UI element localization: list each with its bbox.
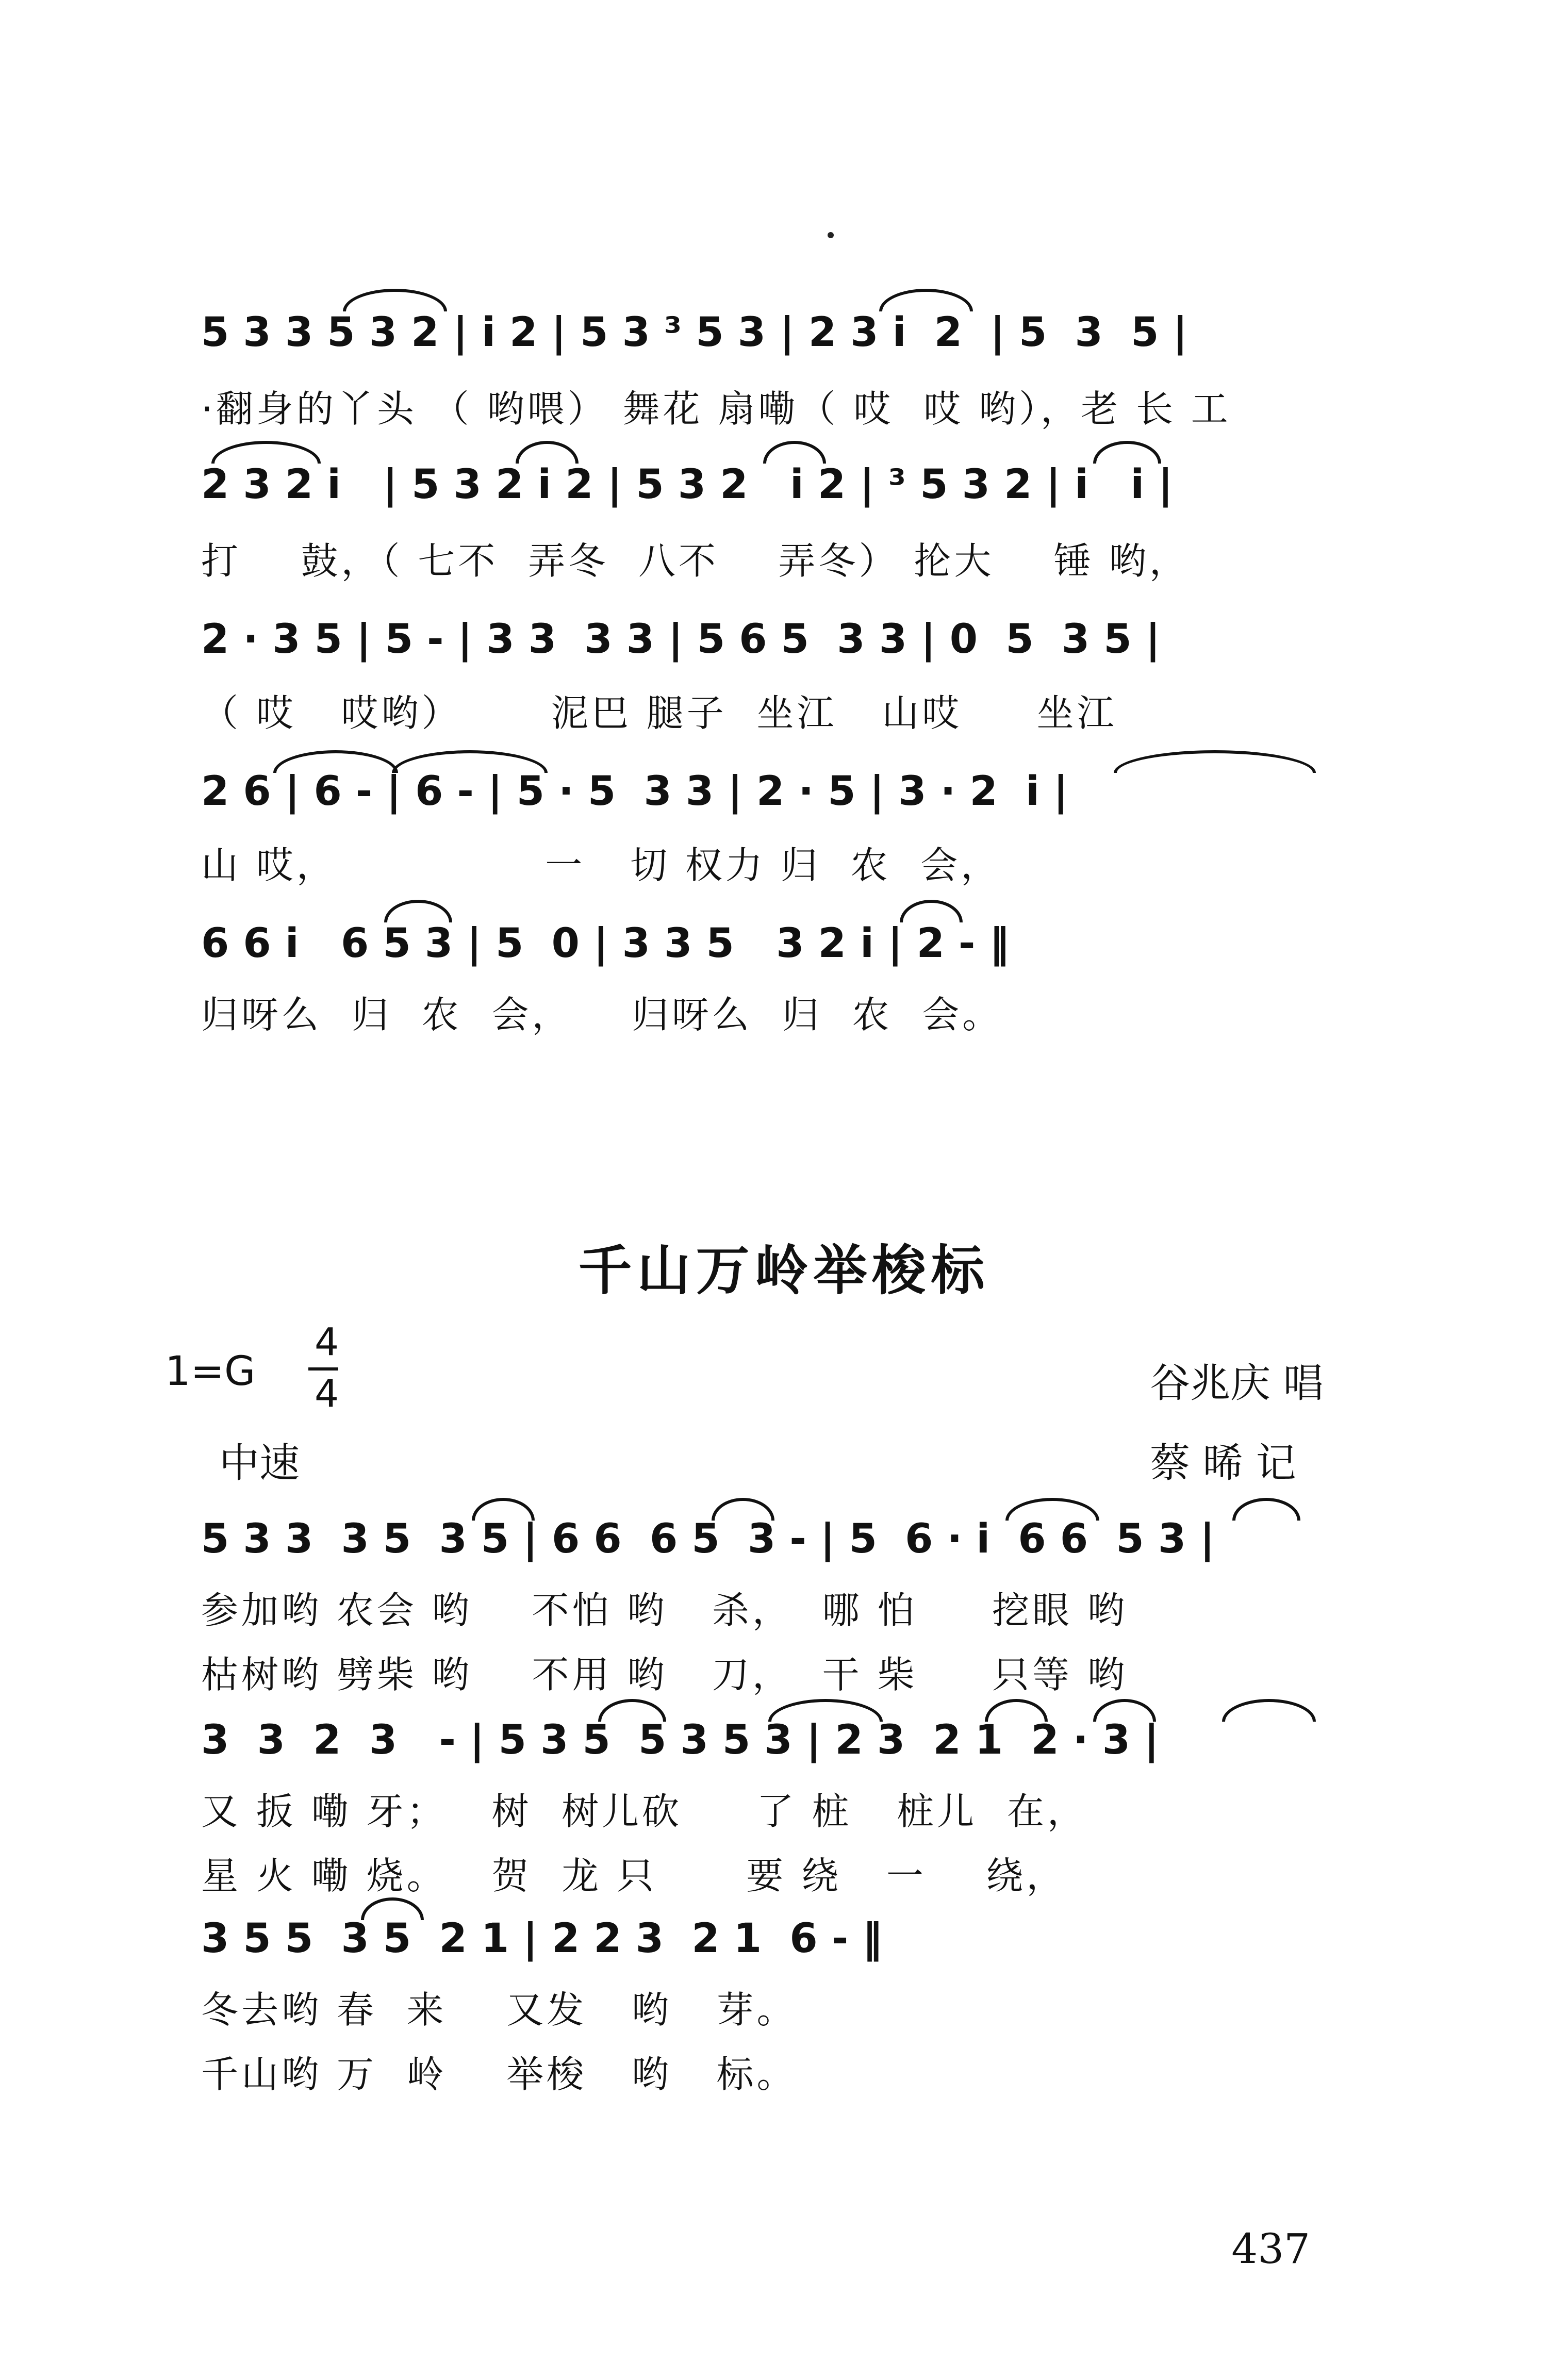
slur-mark: [712, 1498, 774, 1521]
song1-line3-lyrics: （ 哎 哎哟） 泥巴 腿子 坐江 山哎 坐江: [201, 691, 1117, 735]
song2-line2-notes: 3 3 2 3 - | 5 3 5 5 3 5 3 | 2 3 2 1 2 · 3 |: [201, 1717, 1159, 1763]
slur-mark: [472, 1498, 535, 1521]
time-signature-line: [308, 1367, 338, 1371]
slur-mark: [516, 441, 579, 464]
song2-line2-lyrics-verse2: 星 火 嘞 烧。 贺 龙 只 要 绕 一 绕，: [201, 1854, 1067, 1897]
song2-line3-lyrics-verse2: 千山哟 万 岭 举梭 哟 标。: [201, 2053, 797, 2096]
stray-ink-dot: [828, 232, 834, 238]
song1-line2-notes: 2 3 2 i | 5 3 2 i 2 | 5 3 2 i 2 | ³ 5 3 2 | i i |: [201, 461, 1173, 508]
key-signature: 1=G: [165, 1348, 256, 1395]
page-number: 437: [1231, 2225, 1310, 2273]
song2-line1-lyrics-verse2: 枯树哟 劈柴 哟 不用 哟 刀， 干 柴 只等 哟: [201, 1653, 1128, 1696]
song1-line2-lyrics: 打 鼓，（ 七不 弄冬 八不 弄冬） 抡大 锤 哟，: [201, 539, 1190, 583]
slur-mark: [273, 750, 398, 773]
slur-mark: [1114, 750, 1316, 773]
slur-mark: [211, 441, 321, 464]
slur-mark: [900, 900, 963, 922]
time-signature-top: 4: [315, 1320, 339, 1364]
song2-line1-lyrics-verse1: 参加哟 农会 哟 不怕 哟 杀， 哪 怕 挖眼 哟: [201, 1589, 1128, 1632]
song1-line5-notes: 6 6 i 6 5 3 | 5 0 | 3 3 5 3 2 i | 2 - ‖: [201, 920, 1010, 967]
song1-line1-notes: 5 3 3 5 3 2 | i 2 | 5 3 ³ 5 3 | 2 3 i 2 | 5 3 5 |: [201, 309, 1188, 356]
slur-mark: [384, 900, 452, 922]
song1-line4-lyrics: 山 哎， 一 切 权力 归 农 会，: [201, 844, 1001, 887]
slur-mark: [1005, 1498, 1099, 1521]
slur-mark: [343, 289, 447, 311]
song2-line3-notes: 3 5 5 3 5 2 1 | 2 2 3 2 1 6 - ‖: [201, 1916, 883, 1962]
recorder-credit: 蔡 晞 记: [1150, 1440, 1296, 1487]
song2-line3-lyrics-verse1: 冬去哟 春 来 又发 哟 芽。: [201, 1988, 797, 2032]
song-title: 千山万岭举梭标: [578, 1239, 990, 1302]
song1-line5-lyrics: 归呀么 归 农 会， 归呀么 归 农 会。: [201, 993, 1003, 1036]
time-signature-bottom: 4: [315, 1372, 339, 1416]
slur-mark: [1232, 1498, 1300, 1521]
song2-line2-lyrics-verse1: 又 扳 嘞 牙； 树 树儿砍 了 桩 桩儿 在，: [201, 1790, 1087, 1833]
song1-line1-lyrics: ·翻身的丫头 （ 哟喂） 舞花 扇嘞（ 哎 哎 哟），老 长 工: [201, 387, 1231, 431]
slur-mark: [879, 289, 973, 311]
tempo-marking: 中速: [219, 1440, 300, 1487]
song1-line3-notes: 2 · 3 5 | 5 - | 3 3 3 3 | 5 6 5 3 3 | 0 5 3 5 |: [201, 616, 1161, 663]
song2-line1-notes: 5 3 3 3 5 3 5 | 6 6 6 5 3 - | 5 6 · i 6 6 5 3 |: [201, 1516, 1215, 1562]
slur-mark: [392, 750, 548, 773]
slur-mark: [763, 441, 826, 464]
song1-line4-notes: 2 6 | 6 - | 6 - | 5 · 5 3 3 | 2 · 5 | 3 · 2 i |: [201, 768, 1068, 815]
slur-mark: [1093, 441, 1161, 464]
singer-credit: 谷兆庆 唱: [1150, 1360, 1324, 1407]
